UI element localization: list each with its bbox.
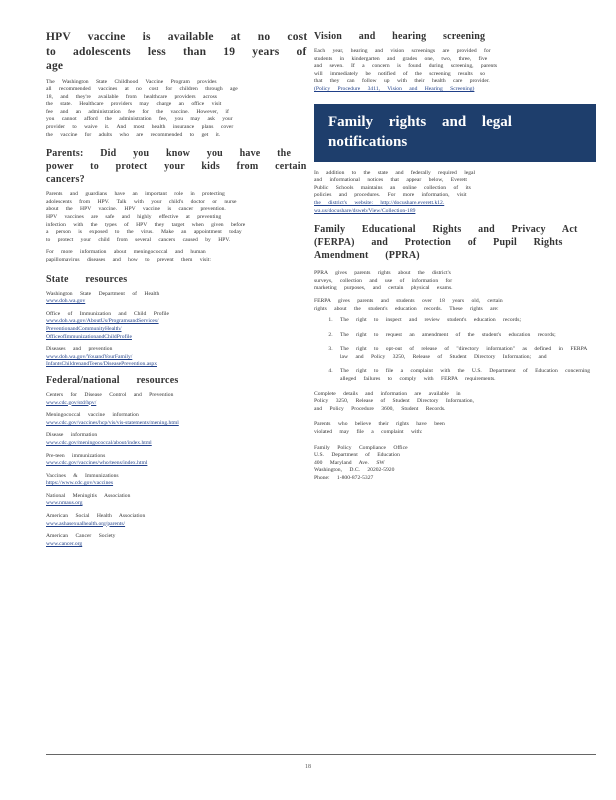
text-line: Complete details and information are available in <box>314 390 461 397</box>
text-line: PPRA gives parents rights about the district's <box>314 270 451 277</box>
text-line: The Washington State Childhood Vaccine Program provides <box>46 78 217 85</box>
federal-resource <box>46 453 308 468</box>
resource-name: Vaccines & Immunizations <box>46 472 119 479</box>
text-line: papillomavirus diseases and how to prevent them visit: <box>46 257 211 263</box>
rights-item: 1. The right to inspect and review student's education records; <box>340 317 596 325</box>
federal-resource <box>46 533 308 548</box>
address-line: Washington, D.C. 20202-5920 <box>314 467 395 474</box>
ferpa-paragraph <box>314 298 596 313</box>
text-line: and seven. If a concern is found during screening, parents <box>314 63 498 70</box>
resource-link[interactable]: https://www.cdc.gov/vaccines <box>46 480 114 487</box>
federal-resource <box>46 412 308 427</box>
violated-paragraph <box>314 421 596 436</box>
text-line: Public Schools maintains an online collection of its <box>314 184 471 191</box>
parents-paragraph <box>46 191 308 244</box>
rights-item: 2. The right to request an amendment of the student's education records; <box>340 332 596 340</box>
federal-resource <box>46 493 308 508</box>
text-line: rights about the student's education records. These rights are: <box>314 305 499 312</box>
text-line: 18, and they're available from healthcare providers across <box>46 93 217 100</box>
resource-name: Diseases and prevention <box>46 346 113 353</box>
page-number: 18 <box>305 764 311 770</box>
resource-link[interactable]: www.cdc.gov/meningococcal/about/index.html <box>46 439 152 446</box>
state-resource <box>46 311 308 341</box>
text-line: about the HPV vaccine. HPV vaccine is cancer prevention. <box>46 206 226 213</box>
right-column <box>314 30 596 483</box>
state-resources-heading: State resources <box>46 273 128 285</box>
banner-title-line: notifications <box>328 133 408 150</box>
resource-name: American Social Health Association <box>46 513 146 520</box>
parents-heading: Parents: Did you know you have the power to protect your kids from certain cancers? <box>46 148 307 186</box>
left-column <box>46 30 308 548</box>
resource-link[interactable]: www.cdc.gov/vaccines/hcp/vis/vis-statements/mening.html <box>46 419 179 426</box>
resource-link[interactable]: www.doh.wa.gov/AboutUs/ProgramsandServices/ <box>46 318 159 325</box>
text-line: a person is exposed to the virus. Make an appointment today <box>46 229 242 236</box>
text-line: the state. Healthcare providers may charge an office visit <box>46 101 222 108</box>
complete-details-paragraph <box>314 391 596 414</box>
address-line: Family Policy Compliance Office <box>314 444 408 451</box>
text-line: surveys, collection and use of information for <box>314 277 453 284</box>
state-resource <box>46 291 308 306</box>
text-line: adolescents from HPV. Talk with your child's doctor or nurse <box>46 198 237 205</box>
text-line: you cannot afford the administration fee, you may ask your <box>46 116 233 123</box>
rights-item: 4. The right to file a complaint with the U.S. Department of Education concerning alleged failures to comply with FERPA requirements. <box>340 368 596 383</box>
state-resource <box>46 346 308 369</box>
resource-link[interactable]: www.cdc.gov/std/hpv/ <box>46 399 97 406</box>
vision-paragraph <box>314 48 596 94</box>
text-line: and Policy Procedure 3600, Student Records. <box>314 405 446 412</box>
resource-name: American Cancer Society <box>46 533 116 540</box>
complaint-address <box>314 445 596 483</box>
text-line: policies and procedures. For more information, visit <box>314 192 467 199</box>
resource-name: Meningococcal vaccine information <box>46 412 139 419</box>
text-line: HPV vaccines are safe and highly effective at preventing <box>46 214 222 221</box>
text-line: the vaccine for adults who are recommended to get it. <box>46 131 221 138</box>
text-line: FERPA gives parents and students over 18 years old, certain <box>314 297 503 304</box>
text-line: provider to waive it. And most health insurance plans cover <box>46 124 234 131</box>
text-line: will immediately be notified of the screening results so <box>314 70 486 77</box>
text-line: infection with the types of HPV they target when given before <box>46 221 246 228</box>
text-line: that they can follow up with their health care provider. <box>314 78 490 85</box>
resource-link[interactable]: www.doh.wa.gov <box>46 298 86 305</box>
resource-link[interactable]: www.doh.wa.gov/YouandYourFamily/ <box>46 353 133 360</box>
resource-name: Washington State Department of Health <box>46 290 160 297</box>
resource-link[interactable]: www.nmaus.org <box>46 500 83 507</box>
address-line: Phone: 1-800-872-5327 <box>314 475 374 481</box>
text-line: Policy 3250, Release of Student Directory Information, <box>314 398 474 405</box>
federal-resource <box>46 473 308 488</box>
address-line: 400 Maryland Ave. SW <box>314 459 385 466</box>
hpv-heading: HPV vaccine is available at no cost to adolescents less than 19 years of age <box>46 31 308 72</box>
text-line: and informational notices that appear below, Everett <box>314 177 467 184</box>
more-info-paragraph <box>46 249 308 264</box>
district-website-link[interactable]: the district's website: http://docushare.everett.k12. <box>314 199 445 206</box>
federal-resource <box>46 513 308 528</box>
text-line: students in kindergarten and grades one, two, three, five <box>314 55 488 62</box>
text-line: Parents who believe their rights have been <box>314 421 445 428</box>
rights-list <box>314 317 596 384</box>
resource-link[interactable]: www.cdc.gov/vaccines/who/teens/index.html <box>46 460 148 467</box>
resource-link[interactable]: www.cancer.org <box>46 540 83 547</box>
banner-title-line: Family rights and legal <box>328 113 512 130</box>
resource-link[interactable]: www.ashasexualhealth.org/parents/ <box>46 520 126 527</box>
footer-divider <box>46 754 596 755</box>
resource-name: Office of Immunization and Child Profile <box>46 310 169 317</box>
resource-link[interactable]: InfantsChildrenandTeens/DiseasePrevention.aspx <box>46 361 157 368</box>
text-line: all recommended vaccines at no cost for children through age <box>46 86 238 93</box>
text-line: For more information about meningococcal and human <box>46 249 206 256</box>
resource-name: Centers for Disease Control and Prevention <box>46 391 174 398</box>
text-line: marketing purposes, and certain physical exams. <box>314 285 453 292</box>
policy-link[interactable]: (Policy Procedure 3411, Vision and Hearing Screening) <box>314 85 475 92</box>
address-line: U.S. Department of Education <box>314 452 400 459</box>
text-line: to protect your child from several cancers caused by HPV. <box>46 236 231 243</box>
vision-heading: Vision and hearing screening <box>314 31 486 42</box>
district-website-link[interactable]: wa.us/docushare/dsweb/View/Collection-189 <box>314 207 416 214</box>
family-rights-banner <box>314 104 596 162</box>
intro-paragraph <box>314 170 596 216</box>
resource-name: National Meningitis Association <box>46 492 131 499</box>
federal-resources-heading: Federal/national resources <box>46 374 179 386</box>
ppra-paragraph <box>314 270 596 293</box>
text-line: fee and an administration fee for the vaccine. However, if <box>46 108 229 115</box>
federal-resource <box>46 392 308 407</box>
text-line: violated may file a complaint with: <box>314 429 423 436</box>
text-line: In addition to the state and federally required legal <box>314 169 476 176</box>
ferpa-heading: Family Educational Rights and Privacy Act (FERPA) and Protection of Pupil Rights Amendment (PPRA) <box>314 224 578 262</box>
text-line: Parents and guardians have an important role in protecting <box>46 191 225 198</box>
federal-resource <box>46 432 308 447</box>
resource-name: Pre-teen immunizations <box>46 452 106 459</box>
resource-link[interactable]: OfficeofImmunizationandChildProfile <box>46 333 132 340</box>
resource-name: Disease information <box>46 432 98 439</box>
hpv-paragraph <box>46 79 308 140</box>
rights-item: 3. The right to opt-out of release of "directory information" as defined in FERPA law and Policy 3250, Release of Student Directory Information; and <box>340 346 596 361</box>
text-line: Each year, hearing and vision screenings are provided for <box>314 48 491 54</box>
resource-link[interactable]: PreventionandCommunityHealth/ <box>46 325 122 332</box>
